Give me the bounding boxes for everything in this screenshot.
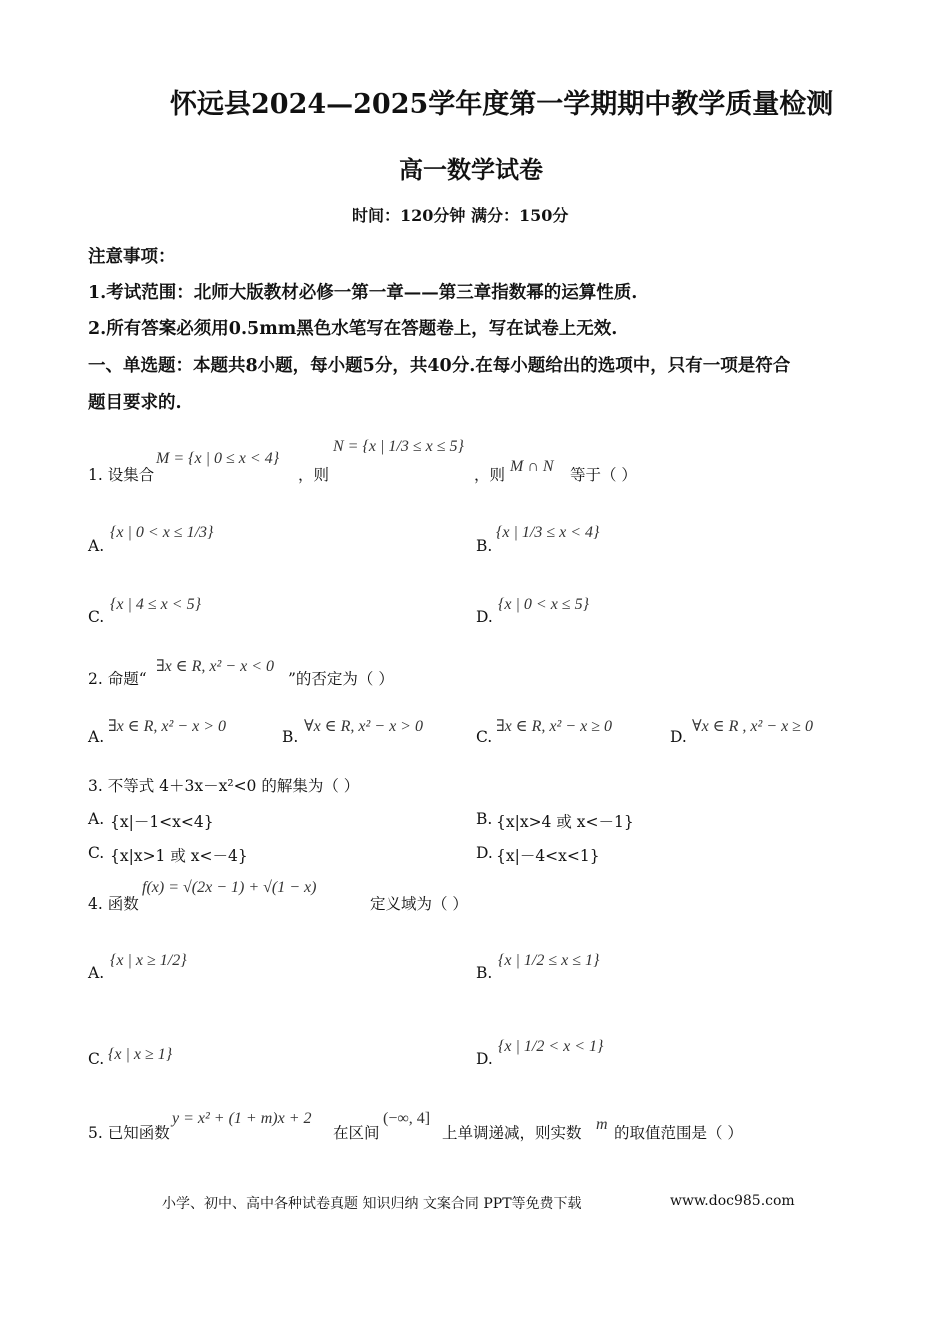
note-item-2: 2.所有答案必须用0.5mm黑色水笔写在答题卷上，写在试卷上无效. — [88, 319, 618, 339]
q2-option-a-label: A. — [88, 728, 105, 746]
q4-option-b-label: B. — [476, 964, 493, 982]
q4-option-d: {x | 1/2 < x < 1} — [498, 1038, 604, 1055]
q1-option-d: {x | 0 < x ≤ 5} — [498, 596, 589, 613]
q5-stem-part: 的取值范围是（ ） — [614, 1124, 743, 1142]
q3-option-b-label: B. — [476, 810, 493, 828]
q2-option-d: ∀x ∈ R , x² − x ≥ 0 — [692, 718, 813, 735]
section-heading-line1: 一、单选题：本题共8小题，每小题5分，共40分.在每小题给出的选项中，只有一项是符合 — [88, 356, 791, 376]
exam-subtitle: 高一数学试卷 — [399, 155, 543, 184]
q1-option-a-label: A. — [88, 537, 105, 555]
q5-stem-part: 上单调递减，则实数 — [442, 1124, 582, 1142]
q4-function-formula: f(x) = √(2x − 1) + √(1 − x) — [142, 879, 317, 896]
q1-option-c: {x | 4 ≤ x < 5} — [110, 596, 201, 613]
q2-option-a: ∃x ∈ R, x² − x > 0 — [108, 718, 226, 735]
q2-option-c-label: C. — [476, 728, 493, 746]
q2-stem-part: 2. 命题“ — [88, 670, 147, 688]
q2-proposition-formula: ∃x ∈ R, x² − x < 0 — [156, 658, 274, 675]
q4-option-a-label: A. — [88, 964, 105, 982]
q1-stem-part: 1. 设集合 — [88, 466, 155, 484]
q4-option-b: {x | 1/2 ≤ x ≤ 1} — [498, 952, 600, 969]
q1-stem-part: 等于（ ） — [570, 466, 637, 484]
q1-set-m-formula: M = {x | 0 ≤ x < 4} — [156, 450, 280, 467]
exam-meta: 时间：120分钟 满分：150分 — [352, 206, 569, 225]
q4-option-c: {x | x ≥ 1} — [108, 1046, 173, 1063]
q3-option-a-label: A. — [88, 810, 105, 828]
footer-text: 小学、初中、高中各种试卷真题 知识归纳 文案合同 PPT等免费下载 — [162, 1196, 582, 1212]
q4-stem-part: 定义域为（ ） — [370, 895, 468, 913]
q1-intersection-formula: M ∩ N — [510, 458, 554, 475]
q1-option-d-label: D. — [476, 608, 493, 626]
q2-option-b-label: B. — [282, 728, 299, 746]
q5-stem-part: 在区间 — [333, 1124, 380, 1142]
q4-option-c-label: C. — [88, 1050, 105, 1068]
q3-stem: 3. 不等式 4＋3x－x²<0 的解集为（ ） — [88, 777, 360, 795]
q3-option-c-label: C. — [88, 844, 105, 862]
q5-function-formula: y = x² + (1 + m)x + 2 — [172, 1110, 312, 1127]
q1-stem-part: ，则 — [474, 466, 506, 484]
q1-option-c-label: C. — [88, 608, 105, 626]
q1-option-a: {x | 0 < x ≤ 1/3} — [110, 524, 214, 541]
q3-option-a: {x|－1<x<4} — [110, 813, 214, 831]
q2-option-d-label: D. — [670, 728, 687, 746]
footer-url: www.doc985.com — [670, 1193, 795, 1209]
q1-option-b: {x | 1/3 ≤ x < 4} — [496, 524, 600, 541]
q1-stem-part: ，则 — [298, 466, 330, 484]
q5-variable-m: m — [596, 1116, 608, 1133]
q2-stem-part: ”的否定为（ ） — [288, 670, 394, 688]
q1-option-b-label: B. — [476, 537, 493, 555]
q1-set-n-formula: N = {x | 1/3 ≤ x ≤ 5} — [333, 438, 464, 455]
q3-option-b: {x|x>4 或 x<－1} — [496, 813, 634, 831]
q2-option-b: ∀x ∈ R, x² − x > 0 — [304, 718, 423, 735]
q3-option-c: {x|x>1 或 x<－4} — [110, 847, 248, 865]
q4-option-d-label: D. — [476, 1050, 493, 1068]
q5-interval-formula: (−∞, 4] — [383, 1110, 431, 1127]
q4-option-a: {x | x ≥ 1/2} — [110, 952, 187, 969]
q5-stem-part: 5. 已知函数 — [88, 1124, 170, 1142]
section-heading-line2: 题目要求的. — [88, 393, 182, 413]
exam-title: 怀远县2024—2025学年度第一学期期中教学质量检测 — [170, 89, 834, 120]
note-item-1: 1.考试范围：北师大版教材必修一第一章——第三章指数幂的运算性质. — [88, 283, 638, 303]
q3-option-d-label: D. — [476, 844, 493, 862]
q3-option-d: {x|－4<x<1} — [496, 847, 600, 865]
notes-heading: 注意事项： — [88, 247, 176, 267]
q2-option-c: ∃x ∈ R, x² − x ≥ 0 — [496, 718, 612, 735]
q4-stem-part: 4. 函数 — [88, 895, 139, 913]
